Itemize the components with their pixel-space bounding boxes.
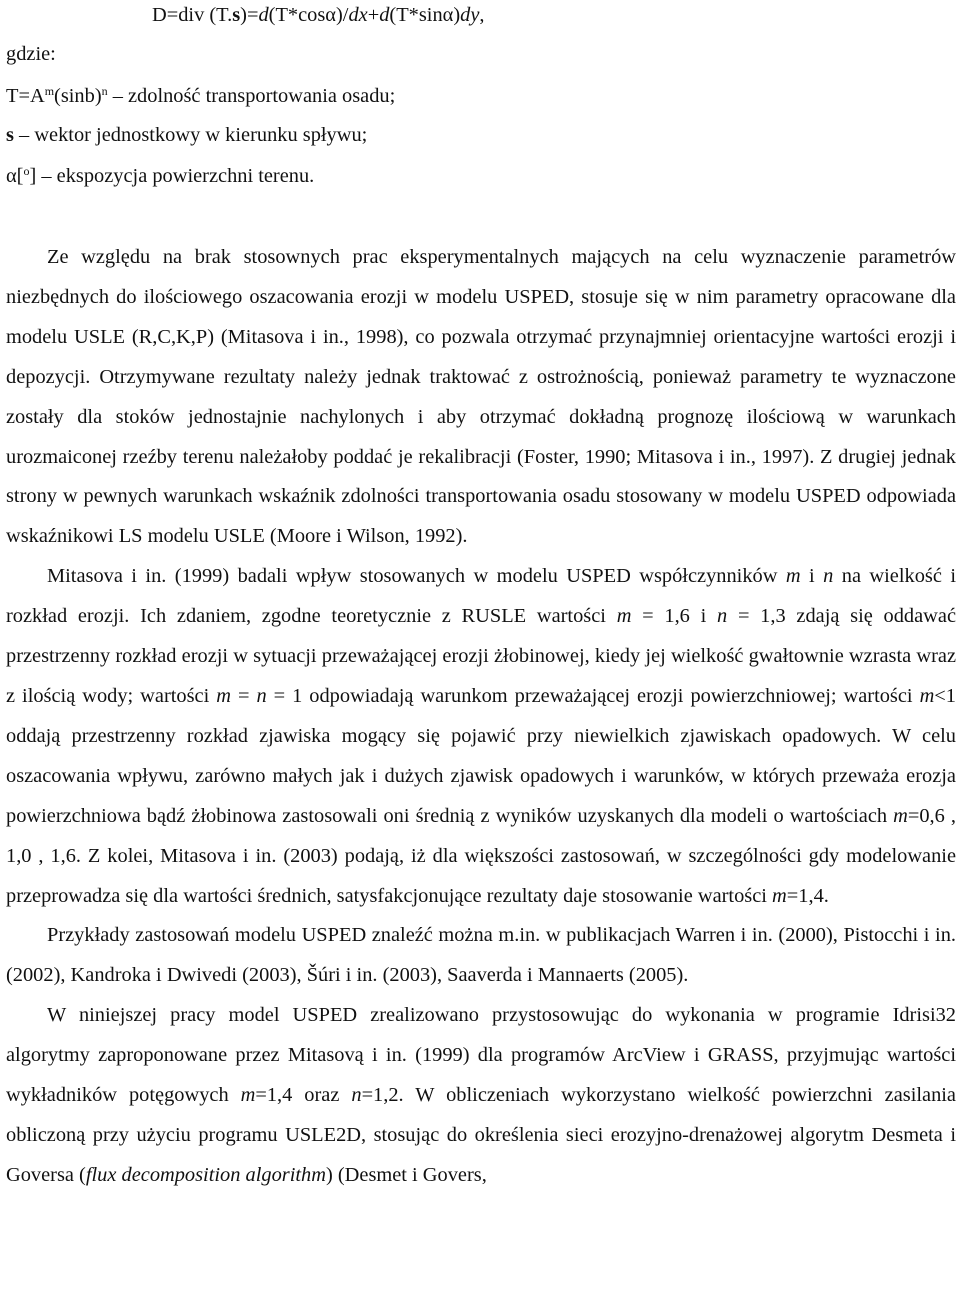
var-m: m [893, 804, 908, 827]
var-n: n [351, 1084, 362, 1107]
formula-var: d [460, 4, 471, 26]
var-n: n [717, 605, 728, 628]
var-m: m [216, 684, 231, 707]
text-run: Mitasova i in. (1999) badali wpływ stosowanych w modelu USPED współczynników [47, 565, 786, 588]
text-run: <1 oddają przestrzenny rozkład zjawiska mogący się pojawić przy niewielkich zjawiskach opadowych. W celu oszacowania wpływu, zarówno małych jak i dużych zjawisk opadowych i warunków, w których przeważa erozja powierzchniowa bądź żłobinowa zastosowali oni średnią z wyników uzyskanych dla modeli o wartościach [6, 684, 956, 827]
var-n: n [823, 565, 834, 588]
text-run: = 1 odpowiadają warunkom przeważającej erozji powierzchniowej; wartości [266, 684, 920, 707]
formula-vector-s: s [232, 4, 241, 26]
text-run: =1,4. [786, 884, 829, 907]
formula-part: (T*cos [268, 4, 326, 26]
var-m: m [919, 684, 935, 707]
text-run: = 1,6 i [631, 605, 718, 628]
formula-part: , [479, 4, 485, 26]
text-run: = 1,3 zdają się oddawać przestrzenny rozkład erozji w sytuacji przeważającej erozji żłobinowej, kiedy jej wielkość gwałtownie wzrasta wraz z ilością wody; wartości [6, 605, 957, 707]
paragraph-3: Przykłady zastosowań modelu USPED znaleźć można m.in. w publikacjach Warren i in. (2000), Pistocchi i in. (2002), Kandroka i Dwivedi (2003), Šúri i in. (2003), Saaverda i Mannaerts (2005). [6, 924, 956, 987]
formula-part: )/ [335, 4, 349, 26]
def-alpha-sup: o [23, 164, 30, 178]
formula-var: d [348, 4, 359, 26]
formula-part: )= [240, 4, 259, 26]
def-t-sup-n: n [101, 84, 108, 98]
def-t-middle: (sinb) [54, 85, 102, 107]
text-run: = [230, 684, 257, 707]
text-run: i [800, 565, 824, 588]
var-m: m [772, 884, 787, 907]
var-m: m [785, 565, 801, 588]
text-run: ) (Desmet i Govers, [325, 1163, 487, 1186]
definition-alpha [6, 161, 314, 191]
text-run: =0,6 , 1,0 , 1,6. Z kolei, Mitasova i in. (2003) podają, iż dla większości zastosowań, w szczególności gdy modelowanie przeprowadza się dla wartości średnich, satysfakcjonujące rezultaty daje stosowanie wartości [6, 804, 956, 907]
formula-part: + [367, 4, 380, 26]
paragraph-2 [6, 557, 956, 916]
var-m: m [616, 605, 632, 628]
formula-usped [152, 0, 485, 30]
def-t-text: – zdolność transportowania osadu; [107, 85, 396, 107]
text-run: =1,2. W obliczeniach wykorzystano wielkość powierzchni zasilania obliczoną przy użyciu programu USLE2D, stosując do określenia sieci erozyjno-drenażowej algorytm Desmeta i Goversa ( [6, 1084, 956, 1186]
text-run: na wielkość i rozkład erozji. Ich zdaniem, zgodne teoretycznie z RUSLE wartości [6, 565, 956, 628]
formula-part: ) [453, 4, 461, 26]
var-m: m [240, 1084, 256, 1107]
def-s-symbol: s [6, 124, 14, 146]
def-t-sup-m: m [44, 84, 55, 98]
gdzie-label: gdzie: [6, 43, 56, 65]
formula-alpha: α [325, 4, 336, 26]
paragraph-1: Ze względu na brak stosownych prac eksperymentalnych mających na celu wyznaczenie parametrów niezbędnych do ilościowego oszacowania erozji w modelu USPED, stosuje się w nim parametry opracowane dla modelu USLE (R,C,K,P) (Mitasova i in., 1998), co pozwala otrzymać przynajmniej orientacyjne wartości erozji i depozycji. Otrzymywane rezultaty należy jednak traktować z ostrożnością, ponieważ parametry te wyznaczone zostały dla stoków jednostajnie nachylonych i aby otrzymać dokładną prognozę ilościową w warunkach urozmaiconej rzeźby terenu należałoby poddać je rekalibracji (Foster, 1990; Mitasova i in., 1997). Z drugiej jednak strony w pewnych warunkach wskaźnik zdolności transportowania osadu stosowany w modelu USPED odpowiada wskaźnikowi LS modelu USLE (Moore i Wilson, 1992). [6, 246, 956, 548]
formula-part: D=div (T. [152, 4, 233, 26]
def-alpha-symbol: α[ [6, 165, 24, 187]
def-t-symbol: T=A [6, 85, 45, 107]
paragraph-4 [6, 996, 956, 1196]
text-run: W niniejszej pracy model USPED zrealizowano przystosowując do wykonania w programie Idrisi32 algorytmy zaproponowane przez Mitasovą i in. (1999) dla programów ArcView i GRASS, przyjmując wartości wykładników potęgowych [6, 1004, 956, 1107]
text-run: =1,4 oraz [255, 1084, 352, 1107]
formula-alpha: α [442, 4, 454, 26]
definition-t [6, 81, 395, 111]
italic-term: flux decomposition algorithm [85, 1163, 326, 1186]
formula-var: d [379, 4, 390, 26]
var-n: n [256, 684, 267, 707]
formula-var: x [358, 4, 368, 26]
definition-s [6, 120, 367, 150]
body-text [6, 238, 956, 1196]
formula-var: d [258, 4, 269, 26]
formula-var: y [470, 4, 480, 26]
formula-part: (T*sin [389, 4, 443, 26]
def-alpha-text: ] – ekspozycja powierzchni terenu. [29, 165, 315, 187]
def-s-text: – wektor jednostkowy w kierunku spływu; [13, 124, 368, 146]
